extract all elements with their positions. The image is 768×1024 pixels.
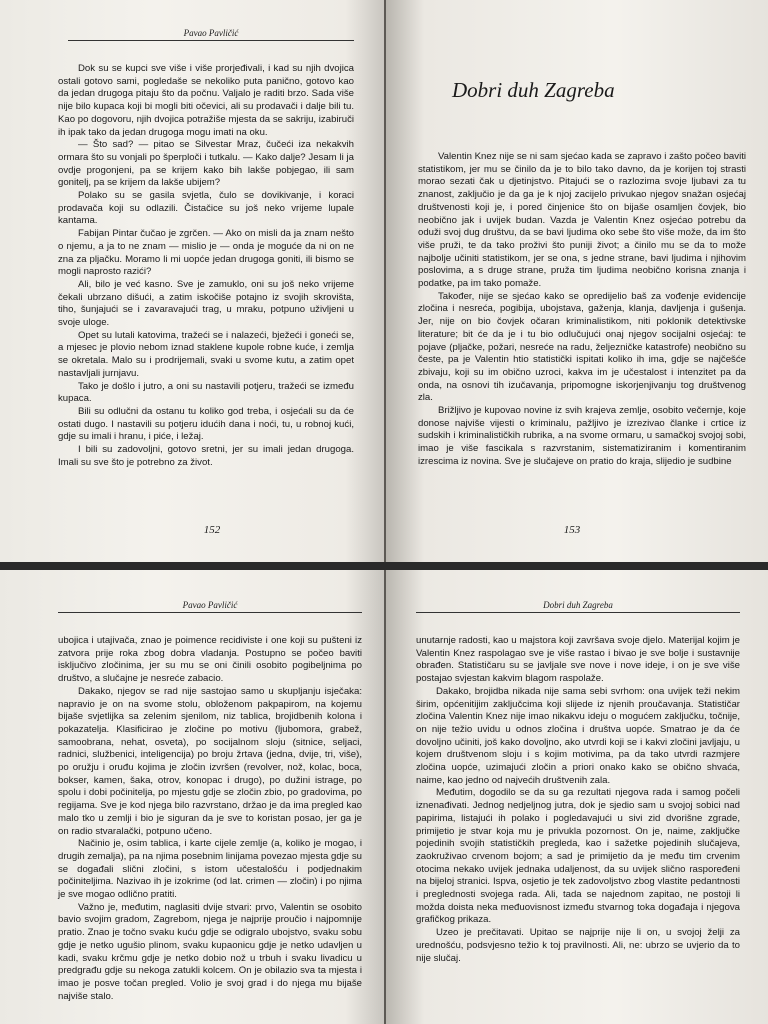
paragraph: Valentin Knez nije se ni sam sjećao kada se zapravo i zašto počeo baviti statistikom, jer mu se činilo da je to bilo tako davno, da je korijen toj strasti morao sezati čak u djetinjstvo. Pitajući se o razlozima svoje ljubavi za tu znanost, zaključio je da ga je k njoj zacijelo privukao njegov snažan osjećaj društvenosti koji je, i pored činjenice što on bijaše osamljen čovjek, bio neobično jak i uvijek budan. Vazda je Valentin Knez osjećao potrebu da oduži svoj dug društvu, da se bavi ljudima oko sebe što više može, da im što više pruži, te da tako proživi što puniji život; a činilo mu se da to može najbolje učiniti statistikom, jer se ona, s jedne strane, bavi ljudima i njihovim poslovima, a s druge strane, pruža tim ljudima neobično korisna znanja i podatke, pa im tako pomaže. [418, 151, 746, 290]
paragraph: Međutim, dogodilo se da su ga rezultati njegova rada i samog počeli iznenađivati. Jednog nedjeljnog jutra, dok je sjedio sam u svojoj sobici nad papirima, listajući ih polako i pogledavajući u sivi zid dvorišne zgrade, primijetio je stvar koja mu je privukla pozornost. On je, naime, zaključke pojedinih svojih statističkih pregleda, kao i sažetke pojedinih slučajeva, zaokruživao crvenom bojom; a sad je primijetio da je među tim crvenim otocima nekako uvijek jednaka udaljenost, da su uvijek slično raspoređeni na bijeloj stranici. Ispva, osjetio je tek zadovoljstvo zbog vlastite pedantnosti i preglednosti svojega rada. Ali, tada se najednom zapitao, ne postoji li možda doista neka međuovisnost između stvarnog toka događaja i njegova grafičkog prikaza. [416, 787, 740, 926]
running-head: Dobri duh Zagreba [416, 600, 740, 613]
page-text [416, 635, 740, 965]
paragraph: Opet su lutali katovima, tražeći se i nalazeći, bježeći i goneći se, a mjesec je plovio nebom iznad staklene kupole robne kuće, i zemlja se okretala. Malo su i prodrijemali, svaki u svome kutu, a zatim opet nastavljali jurnjavu. [58, 329, 354, 379]
paragraph: Također, nije se sjećao kako se opredijelio baš za vođenje evidencije zločina i nesreća, pogibija, ubojstava, gaženja, klanja, davljenja i gušenja. Jer, nije on bio čovjek očaran kriminalistikom, niti poklonik detektivske literature; bit će da je i tu bio odlučujući onaj njegov socijalni osjećaj: te pojave (pljačke, požari, nesreće na radu, željezničke katastrofe) neobično su česte, pa je Valentin htio statistički ispitati koliko ih ima, gdje se najčešće zbivaju, koji su im obično uzroci, kakva im je učestalost i intenzitet pa da onda, na osnovi tih izučavanja, pripomogne iskorjenjivanju tog društvenog zla. [418, 290, 746, 404]
paragraph: Dok su se kupci sve više i više prorjeđivali, i kad su njih dvojica ostali gotovo sami, pogledaše se nekoliko puta panično, gotovo kao da jedan drugoga pitaju što da počnu. Valjalo je raditi brzo. Sada više nije bilo kupaca koji bi mogli biti očevici, ali su prodavači i dalje bili tu. Kao po dogovoru, njih dvojica potražiše mjesta da se sakriju, izabiruči ih ipak tako da jedan drugoga mogu imati na oku. [58, 63, 354, 138]
paragraph: Tako je došlo i jutro, a oni su nastavili potjeru, tražeći se između kupaca. [58, 380, 354, 405]
page-152 [0, 0, 384, 562]
paragraph: Uzeo je prečitavati. Upitao se najprije nije li on, u svojoj želji za urednošću, podsvjesno težio k toj pravilnosti. Ali, ne: ubrzo se uvjerio da to nije slučaj. [416, 927, 740, 964]
page-number: 152 [203, 524, 221, 536]
paragraph: Ali, bilo je već kasno. Sve je zamuklo, oni su još neko vrijeme čekali ubrzano dišući, a zatim iskočiše potajno iz svojih skrovišta, tiho, šunjajući se i zavaravajući trag, u mraku, potpuno uživljeni u svoje uloge. [58, 278, 354, 329]
paragraph: Brižljivo je kupovao novine iz svih krajeva zemlje, osobito večernje, koje donose najviše vijesti o kriminalu, pažljivo je izrezivao članke i crtice iz sudskih i kriminalističkih rubrika, a na svome ormaru, u samačkoj svojoj sobi, imao je više fascikala s razvrstanim, sistematiziranim i komentiranim izrescima iz novina. Sve je slučajeve on pratio do kraja, slijedio je sudbine [418, 405, 746, 467]
paragraph: Bili su odlučni da ostanu tu koliko god treba, i osjećali su da će ostati dugo. I nastavili su potjeru idućih dana i noći, tu, u robnoj kući, gdje su imali i hranu, i piće, i ležaj. [58, 405, 354, 443]
paragraph: Polako su se gasila svjetla, čulo se dovikivanje, i koraci prodavača koji su odlazili. Čistačice su još neko vrijeme lupale kantama. [58, 190, 354, 227]
page-text [58, 635, 362, 1003]
page-number: 153 [563, 524, 581, 536]
running-head: Pavao Pavličić [58, 600, 362, 613]
chapter-title: Dobri duh Zagreba [452, 78, 615, 102]
paragraph: Načinio je, osim tablica, i karte cijele zemlje (a, koliko je mogao, i drugih zemalja), pa na njima posebnim linijama povezao mjesta gdje su se događali slični zločini, s istom učestalošću i podjednakim počiniteljima. Nazivao ih je izokrime (od lat. crimen — zločin) i po njima je sve mogao odlično pratiti. [58, 838, 362, 901]
paragraph: ubojica i utajivača, znao je poimence recidiviste i one koji su pušteni iz zatvora prije roka zbog dobra vladanja. Postupno se počeo baviti isključivo zločinima, jer su mu se oni činili osobito pogibeljnima po društvo, a slučajne je nesreće zabacio. [58, 635, 362, 685]
running-head: Pavao Pavličić [68, 28, 354, 41]
page-154 [0, 570, 384, 1024]
paragraph: unutarnje radosti, kao u majstora koji završava svoje djelo. Materijal kojim je Valentin Knez raspolagao sve je više rastao i bivao je sve bolje i sustavnije obrađen. Statističaru su se javljale sve nove i nove ideje, i on je sve više postajao svjestan kakvim blagom raspolaže. [416, 635, 740, 685]
paragraph: — Što sad? — pitao se Silvestar Mraz, čučeći iza nekakvih ormara što su vonjali po šperploči i tutkalu. — Kako dalje? Jesam li ja ovdje progonjeni, pa se krijem kako bih lakše pobjegao, ili sam gonitelj, pa se krijem da lakše ubijem? [58, 139, 354, 189]
paragraph: Važno je, međutim, naglasiti dvije stvari: prvo, Valentin se osobito bavio svojim gradom, Zagrebom, njega je najprije proučio i najpomnije pratio. Znao je točno svaku kuću gdje se odigralo ubojstvo, svaku sobu gdje je netko ugušio plinom, svaku kupaonicu gdje je netko udavljen u kadi, svaku krčmu gdje je netko dobio nož u trbuh i svaku livadicu u predgrađu gdje su nekoga zatukli kolcem. On je obilazio sva ta mjesta i imao je posve točan pregled. Volio je svoj grad i do njega mu bijaše najviše stalo. [58, 901, 362, 1002]
paragraph: Fabijan Pintar čučao je zgrčen. — Ako on misli da ja znam nešto o njemu, a ja to ne znam — mislio je — onda je moguće da ni on ne zna za pljačku. Moramo li mi uopće jedan drugoga goniti, ili bismo se mogli naprosto razići? [58, 228, 354, 278]
page-text [58, 63, 354, 470]
page-text [418, 151, 746, 469]
page-155 [386, 570, 768, 1024]
paragraph: I bili su zadovoljni, gotovo sretni, jer su imali jedan drugoga. Imali su sve što je potrebno za život. [58, 444, 354, 468]
scan-divider [0, 562, 768, 570]
paragraph: Dakako, brojidba nikada nije sama sebi svrhom: ona uvijek teži nekim širim, općenitijim zaključcima koji slijede iz njenih proučavanja. Statističar zločina Valentin Knez nije imao nikakvu ideju o mogućem zaključku, točnije, on nije težio uvidu u odnos zločina i društva uopće. Smatrao je da će dovoljno učiniti, još kako dovoljno, ako utvrdi koji se i kakvi zločini javljaju, u kojem društvenom sloju i s kojim motivima, pa da tako utvrdi razmjere zločina uopće, uzimajući zločin a priori onako kako se obično shvaća, naime, kao jedno od najvećih društvenih zala. [416, 685, 740, 786]
page-153 [386, 0, 768, 562]
paragraph: Dakako, njegov se rad nije sastojao samo u skupljanju isječaka: napravio je on na svome stolu, obloženom pakpapirom, na kojemu bijaše svjetlijka sa zelenim sjenilom, niz tablica, brojidbenih kolona i pokazatelja. Klasificirao je zločine po motivu (ljubomora, grabež, samoobrana, nehat, osveta), po socijalnom sloju (sitnice, seljaci, radnici, službenici, inteligencija) po broju žrtava (jedna, dvije, tri, više), po oružju i oruđu kojima je zločin izvršen (revolver, nož, kolac, boca, bokser, kamen, šaka, otrov, konopac i drugo), po dužini istrage, po spolu i dobi počinitelja, po mjestu gdje se zločin zbio, po gradovima, po regijama. Sve je kod njega bilo razvrstano, držao je da ima pregled kao malo tko u zemlji i bio je siguran da je sve to koristan posao, jer ga je on radio stvaralački, potpuno učeno. [58, 685, 362, 837]
